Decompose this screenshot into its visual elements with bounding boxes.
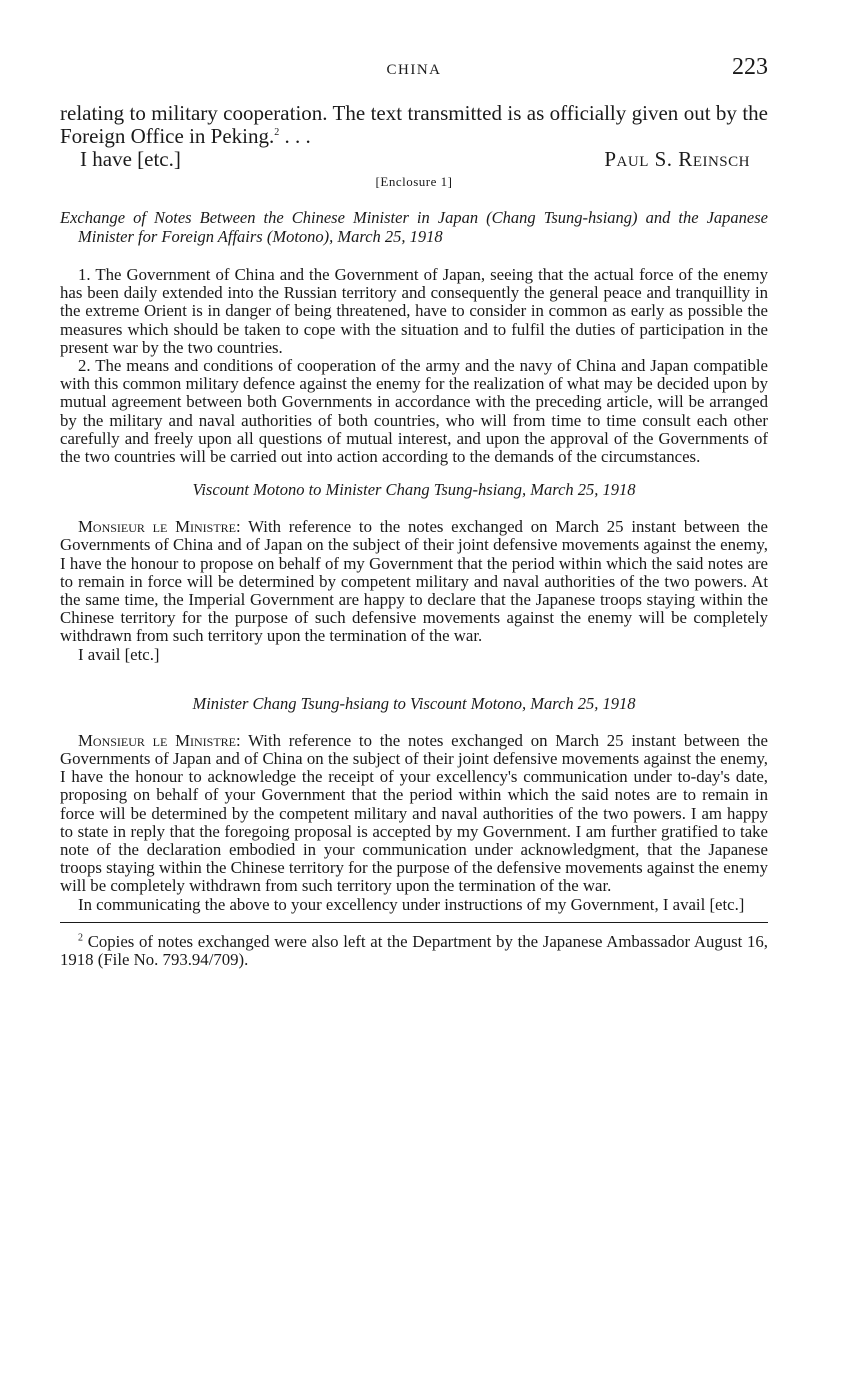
page-header bbox=[60, 52, 768, 86]
signature: Paul S. Reinsch bbox=[604, 147, 750, 171]
document-page bbox=[60, 52, 768, 969]
footnote-marker: 2 bbox=[78, 932, 83, 944]
note2-body bbox=[60, 732, 768, 896]
article-1: 1. The Government of China and the Government of Japan, seeing that the actual force of the enemy has been daily extended into the Russian territory and consequently the general peace and tranquillity in the extreme Orient is in danger of being threatened, have to consider in common as early as possible the measures which should be taken to cope with the situation and to fulfil the duties of participation in the present war by the two countries. bbox=[60, 265, 768, 357]
lead-paragraph bbox=[60, 102, 768, 148]
note1-salutation: Monsieur le Ministre: bbox=[78, 517, 241, 537]
footnote bbox=[60, 933, 768, 969]
footnote-reference: 2 bbox=[274, 127, 280, 138]
article-2: 2. The means and conditions of cooperation of the army and the navy of China and Japan compatible with this common military defence against the enemy for the realization of what may be decided upon by mutual agreement between both Governments in accordance with the preceding article, will be arranged by the military and naval authorities of both countries, who will from time to time consult each other carefully and freely upon all questions of mutual interest, and upon the approval of the Governments of the two countries will be carried out into action according to the demands of the circumstances. bbox=[60, 356, 768, 467]
letter-closing: I have [etc.] bbox=[80, 147, 181, 171]
lead-text: relating to military cooperation. The text transmitted is as officially given out by the Foreign Office in Peking. bbox=[60, 101, 768, 148]
running-head: CHINA bbox=[386, 62, 442, 78]
lead-ellipsis: . . . bbox=[279, 124, 311, 148]
note2-title: Minister Chang Tsung-hsiang to Viscount Motono, March 25, 1918 bbox=[192, 693, 636, 713]
note1-body bbox=[60, 518, 768, 645]
letter-closing-line bbox=[60, 148, 768, 172]
footnote-text: Copies of notes exchanged were also left at the Department by the Japanese Ambassador August 16, 1918 (File No. 793.94/709). bbox=[60, 931, 768, 969]
note1-title: Viscount Motono to Minister Chang Tsung-hsiang, March 25, 1918 bbox=[192, 480, 636, 500]
exchange-title: Exchange of Notes Between the Chinese Minister in Japan (Chang Tsung-hsiang) and the Japanese Minister for Foreign Affairs (Motono), March 25, 1918 bbox=[60, 208, 768, 246]
footnote-divider bbox=[60, 922, 768, 923]
page-number: 223 bbox=[732, 54, 768, 80]
enclosure-label: [Enclosure 1] bbox=[375, 174, 453, 189]
note1-text: With reference to the notes exchanged on March 25 instant between the Governments of China and of Japan on the subject of their joint defensive movements against the enemy, I have the honour to propose on behalf of my Government that the period within which the said notes are to remain in force will be determined by competent military and naval authorities of the two powers. At the same time, the Imperial Government are happy to declare that the Japanese troops staying within the Chinese territory for the purpose of such defensive movements against the enemy will be completely withdrawn from such territory upon the termination of the war. bbox=[60, 517, 768, 646]
note1-closing: I avail [etc.] bbox=[78, 644, 160, 664]
note2-text: With reference to the notes exchanged on March 25 instant between the Governments of Japan and of China on the subject of their joint defensive movements against the enemy, I have the honour to acknowledge the receipt of your excellency's communication under to-day's date, proposing on behalf of your Government that the period within which the said notes are to remain in force will be determined by the competent military and naval authorities of the two powers. I am happy to state in reply that the foregoing proposal is accepted by my Government. I am further gratified to take note of the declaration embodied in your communication under acknowledgment, that the Japanese troops staying within the Chinese territory for the purpose of the defensive movements against the enemy will be completely withdrawn from such territory upon the termination of the war. bbox=[60, 730, 768, 896]
note2-closing: In communicating the above to your excellency under instructions of my Government, I avail [etc.] bbox=[78, 894, 745, 914]
note2-salutation: Monsieur le Ministre: bbox=[78, 730, 241, 750]
